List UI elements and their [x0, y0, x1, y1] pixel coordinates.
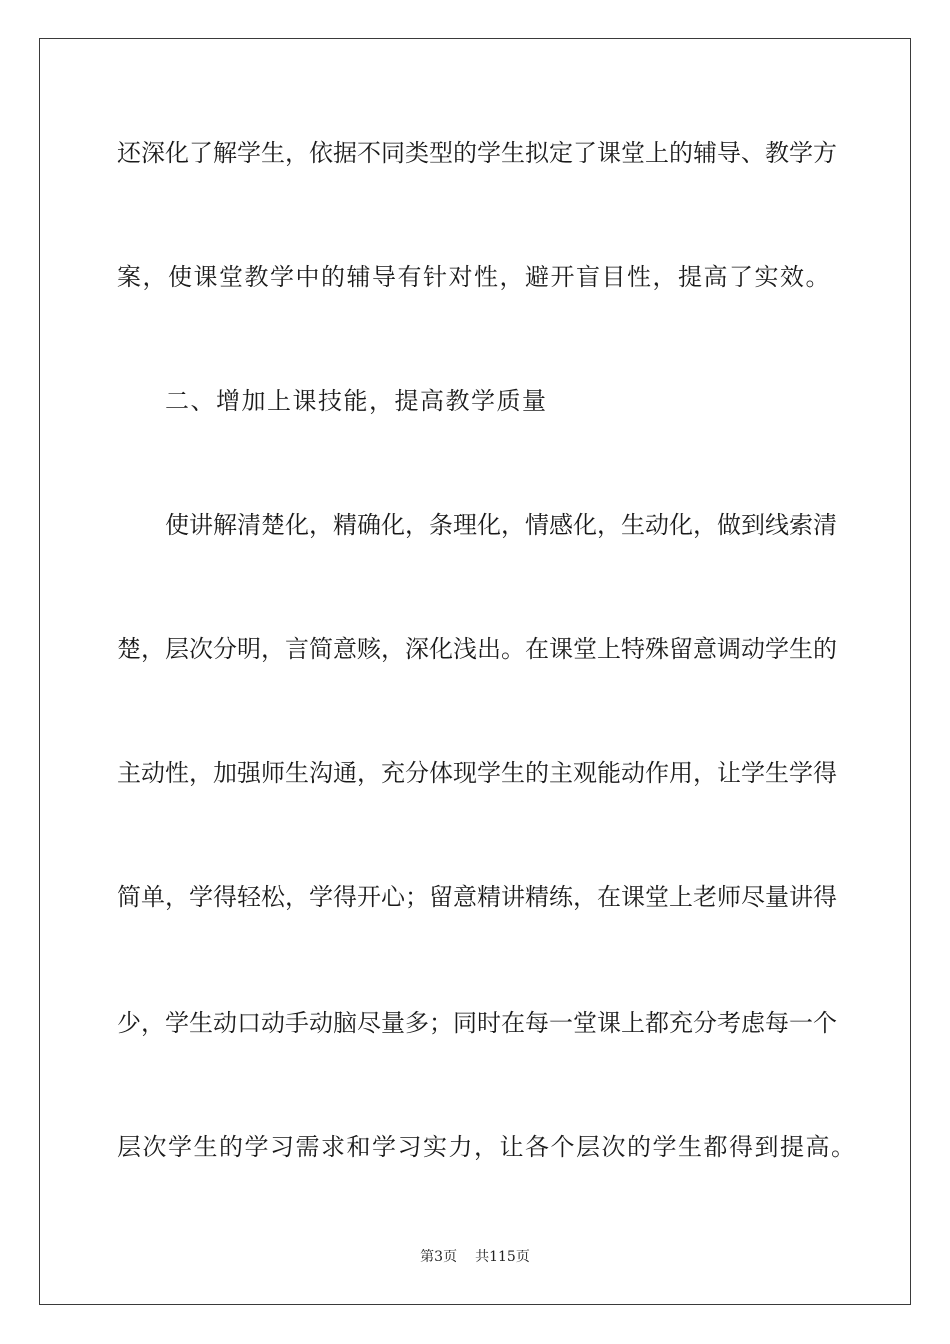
page-border	[39, 38, 911, 1305]
body-line: 还深化了解学生，依据不同类型的学生拟定了课堂上的辅导、教学方	[117, 139, 837, 167]
body-line: 案，使课堂教学中的辅导有针对性，避开盲目性，提高了实效。	[117, 263, 831, 291]
section-heading: 二、增加上课技能，提高教学质量	[165, 387, 548, 415]
body-line: 少，学生动口动手动脑尽量多；同时在每一堂课上都充分考虑每一个	[117, 1009, 837, 1037]
body-line: 层次学生的学习需求和学习实力，让各个层次的学生都得到提高。	[117, 1133, 857, 1161]
page-total: 共115页	[475, 1249, 530, 1265]
body-line: 楚，层次分明，言简意赅，深化浅出。在课堂上特殊留意调动学生的	[117, 635, 837, 663]
body-line: 简单，学得轻松，学得开心；留意精讲精练，在课堂上老师尽量讲得	[117, 883, 837, 911]
page-number: 第3页	[420, 1249, 458, 1265]
body-line: 主动性，加强师生沟通，充分体现学生的主观能动作用，让学生学得	[117, 759, 837, 787]
body-line: 使讲解清楚化，精确化，条理化，情感化，生动化，做到线索清	[165, 511, 837, 539]
page-footer	[0, 1248, 950, 1266]
